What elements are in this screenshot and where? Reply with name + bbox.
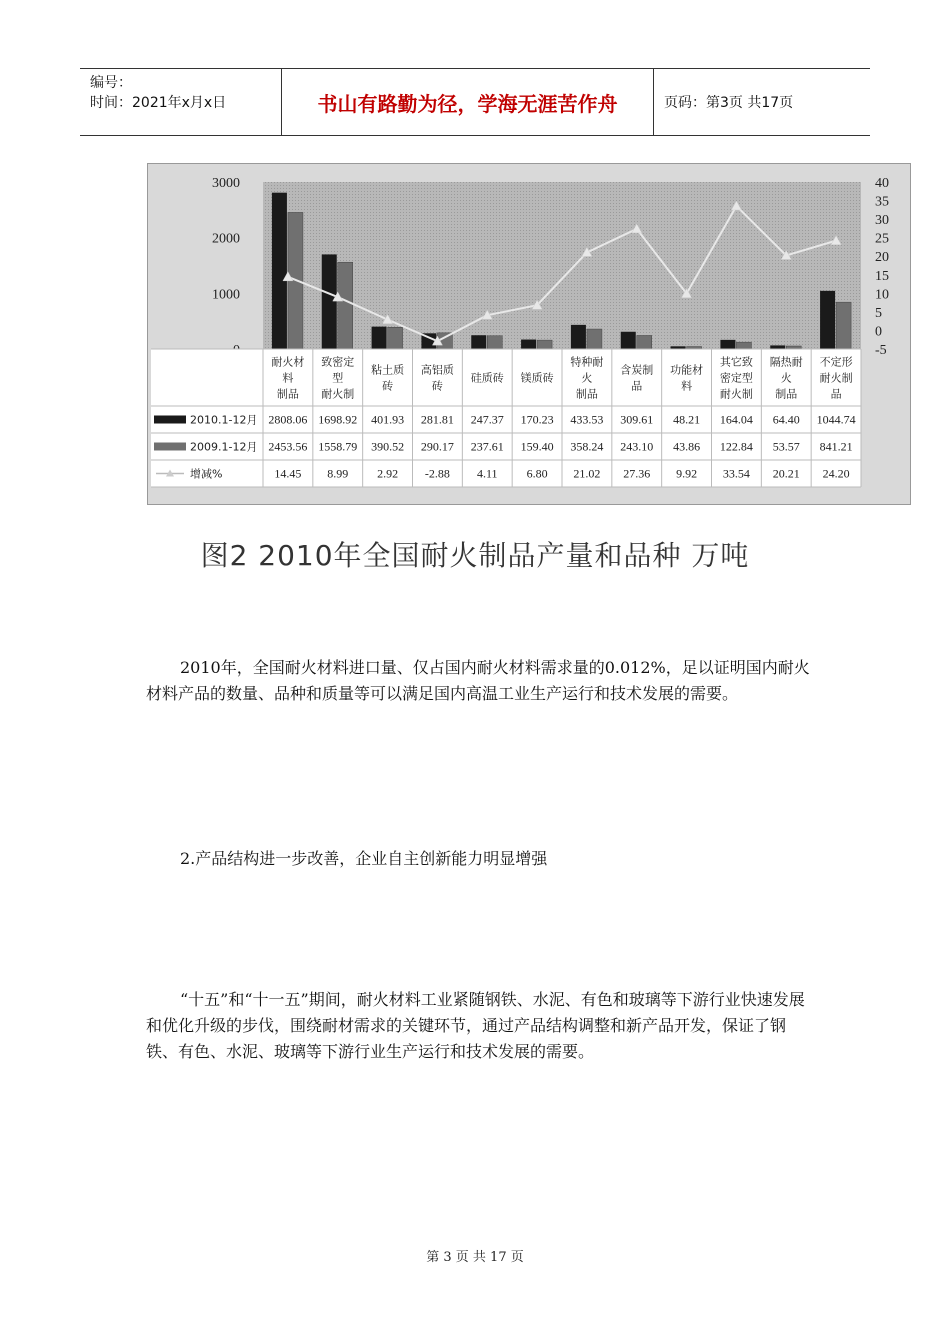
data-label: 14.45 [274,466,302,481]
category-label: 功能材 [670,363,704,377]
right-axis-tick-label: 20 [875,250,889,266]
bar-2009 [836,302,851,349]
header-page-label: 页码：第3页 共17页 [664,95,794,111]
data-label: 390.52 [371,439,405,454]
data-label: 4.11 [476,466,498,481]
header-motto: 书山有路勤为径，学海无涯苦作舟 [282,69,654,135]
chart-figure [147,163,911,505]
data-label: 64.40 [772,412,800,427]
bar-2009 [388,327,403,349]
right-axis-tick-label: 35 [875,194,889,210]
category-label: 制品 [575,387,598,401]
left-axis-tick-label: 1000 [212,287,240,303]
data-label: 358.24 [570,439,604,454]
category-label: 料 [681,379,693,393]
bar-2009 [537,340,552,349]
category-label: 致密定 [321,355,355,369]
bar-2010 [322,254,337,349]
data-label: 290.17 [420,439,454,454]
bar-2009 [736,342,751,349]
category-label: 砖 [431,379,443,393]
data-label: 1698.92 [318,412,358,427]
bar-2010 [471,335,486,349]
bar-2009 [487,336,502,349]
category-label: 火 [780,371,792,385]
category-label: 粘土质 [371,363,405,377]
data-label: 21.02 [573,466,601,481]
data-label: 43.86 [673,439,701,454]
bar-2010 [272,193,287,349]
data-label: 159.40 [520,439,554,454]
data-label: 433.53 [570,412,604,427]
data-label: 170.23 [520,412,554,427]
data-label: 841.21 [819,439,853,454]
category-label: 料 [282,371,294,385]
left-axis-tick-label: 3000 [212,176,240,191]
right-axis-tick-label: 10 [875,287,889,303]
bar-2010 [720,340,735,349]
right-axis-tick-label: -5 [875,343,887,358]
code-label: 编号： [90,75,132,91]
data-label: 2453.56 [268,439,308,454]
legend-swatch [154,443,186,451]
page-footer: 第 3 页 共 17 页 [426,1250,524,1265]
data-label: 8.99 [327,466,349,481]
bar-2010 [571,325,586,349]
data-label: -2.88 [424,466,450,481]
bar-2010 [372,327,387,349]
right-axis-tick-label: 25 [875,231,889,247]
category-label: 不定形 [819,355,853,369]
category-label: 制品 [775,387,798,401]
data-label: 27.36 [623,466,651,481]
category-label: 耐火制 [819,371,853,385]
category-label: 砖 [382,379,394,393]
data-label: 164.04 [719,412,753,427]
category-label: 耐火制 [321,387,355,401]
data-label: 247.37 [470,412,504,427]
category-label: 品 [830,387,842,401]
bar-2010 [820,291,835,349]
data-label: 401.93 [371,412,405,427]
data-label: 1558.79 [318,439,358,454]
paragraph-2: 2.产品结构进一步改善，企业自主创新能力明显增强 [180,849,548,868]
category-label: 耐火制 [719,387,753,401]
data-label: 237.61 [470,439,504,454]
data-label: 243.10 [620,439,654,454]
data-label: 9.92 [676,466,698,481]
category-label: 隔热耐 [769,355,803,369]
data-label: 48.21 [673,412,701,427]
production-chart [148,164,910,504]
bar-2010 [521,340,536,349]
data-label: 281.81 [420,412,454,427]
time-label: 时间：2021年x月x日 [90,95,227,111]
right-axis-tick-label: 0 [875,324,882,340]
right-axis-tick-label: 15 [875,268,889,284]
bar-2009 [637,335,652,349]
data-label: 24.20 [822,466,850,481]
category-label: 镁质砖 [520,371,554,385]
paragraph-1: 2010年，全国耐火材料进口量、仅占国内耐火材料需求量的0.012%，足以证明国内耐火材料产品的数量、品种和质量等可以满足国内高温工业生产运行和技术发展的需要。 [146,658,810,703]
category-label: 含炭制 [620,363,654,377]
bar-2009 [587,329,602,349]
bar-2009 [338,262,353,349]
data-label: 33.54 [722,466,750,481]
legend-label: 2009.1-12月 [190,440,258,454]
right-axis-tick-label: 5 [875,305,882,321]
category-label: 特种耐 [570,355,604,369]
bar-2010 [621,332,636,349]
figure-caption: 图2 2010年全国耐火制品产量和品种 万吨 [200,539,750,572]
data-label: 309.61 [620,412,654,427]
category-label: 品 [631,379,643,393]
data-label: 6.80 [526,466,548,481]
data-label: 1044.74 [816,412,856,427]
category-label: 硅质砖 [470,371,504,385]
data-label: 2.92 [377,466,399,481]
left-axis-tick-label: 2000 [212,231,240,247]
data-table-bg [151,349,861,487]
legend-label: 增减% [190,467,223,481]
right-axis-tick-label: 40 [875,176,889,191]
data-label: 122.84 [719,439,753,454]
category-label: 火 [581,371,593,385]
legend-swatch [154,416,186,424]
data-label: 53.57 [772,439,800,454]
data-label: 20.21 [772,466,800,481]
category-label: 型 [332,371,344,385]
category-label: 其它致 [719,355,753,369]
category-label: 高铝质 [420,363,454,377]
bar-2010 [770,345,785,349]
page-header [80,68,870,136]
category-label: 制品 [276,387,299,401]
category-label: 耐火材 [271,355,305,369]
category-label: 密定型 [719,371,753,385]
header-info-cell [80,69,282,135]
data-label: 2808.06 [268,412,308,427]
legend-label: 2010.1-12月 [190,413,258,427]
paragraph-3: “十五”和“十一五”期间，耐火材料工业紧随钢铁、水泥、有色和玻璃等下游行业快速发展和优化升级的步伐，围绕耐材需求的关键环节，通过产品结构调整和新产品开发，保证了钢铁、有色、水泥、玻璃等下游行业生产运行和技术发展的需要。 [146,990,805,1061]
right-axis-tick-label: 30 [875,213,889,229]
